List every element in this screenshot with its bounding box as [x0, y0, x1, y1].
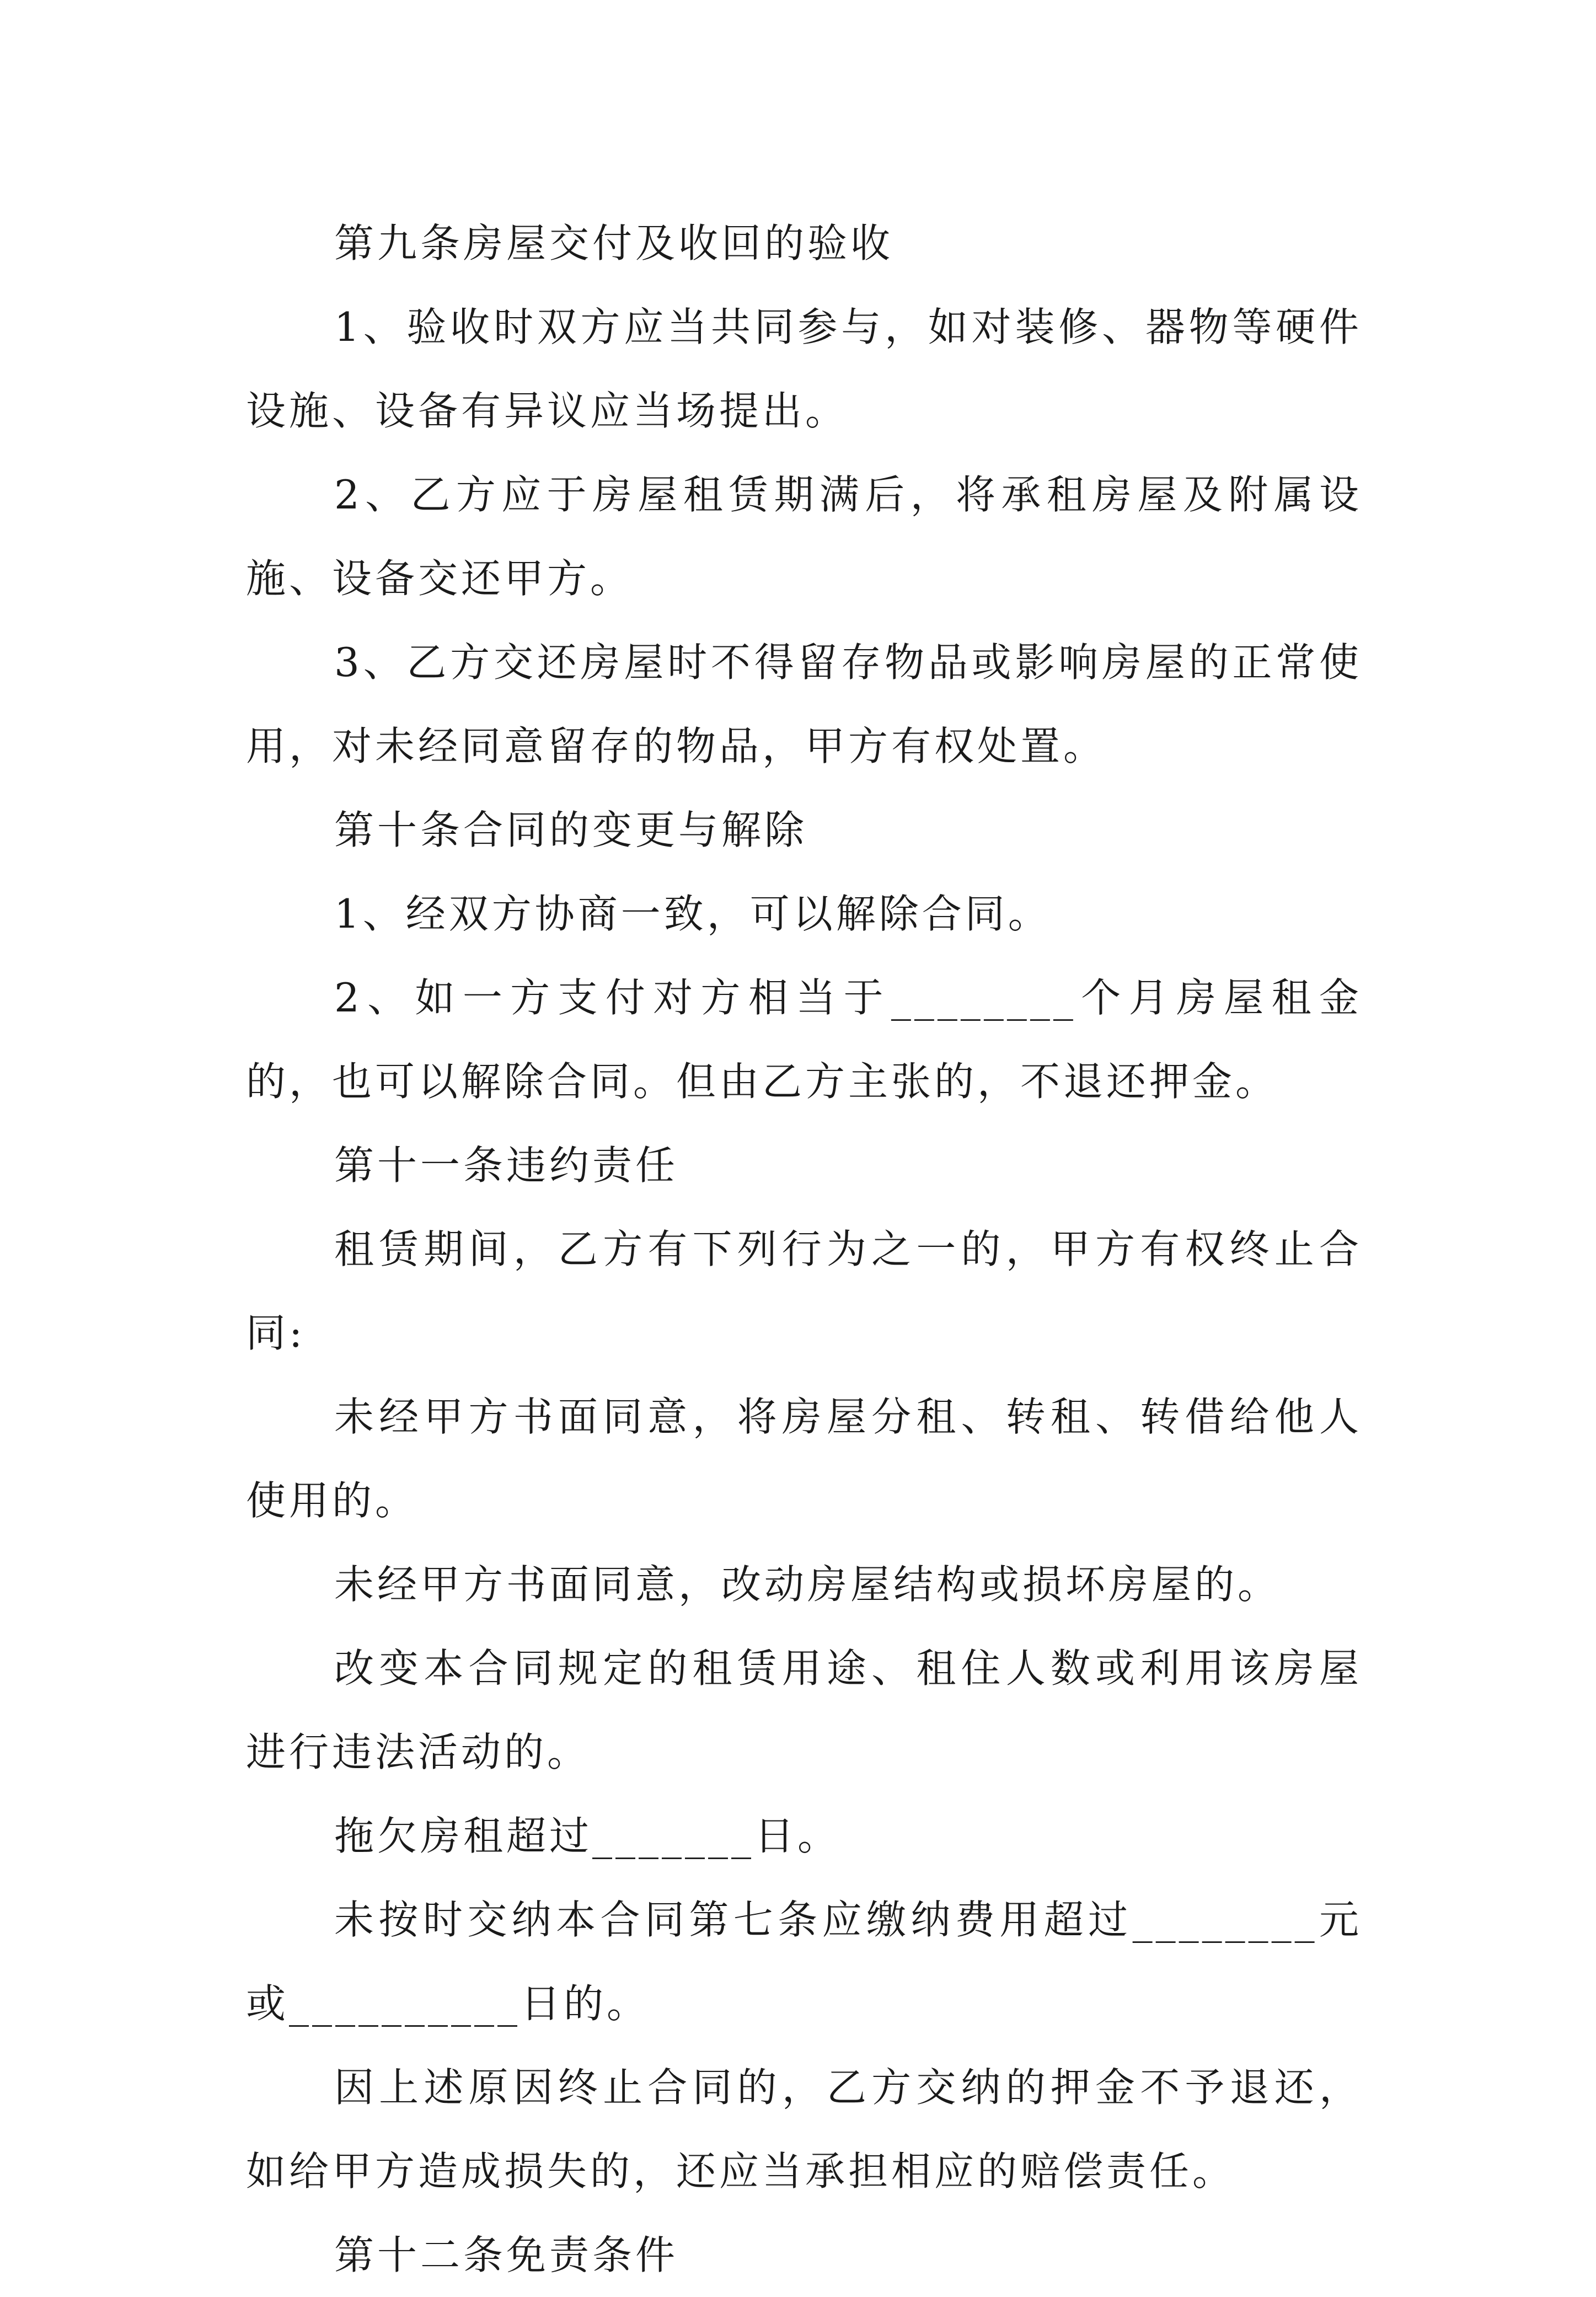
clause-9-3: 3、乙方交还房屋时不得留存物品或影响房屋的正常使用，对未经同意留存的物品，甲方有权处置。 [246, 639, 1362, 769]
section-heading-10: 第十条合同的变更与解除 [334, 807, 808, 853]
clause-11-item-1: 未经甲方书面同意，将房屋分租、转租、转借给他人使用的。 [246, 1394, 1362, 1524]
clause-11-item-3: 改变本合同规定的租赁用途、租住人数或利用该房屋进行违法活动的。 [246, 1645, 1362, 1775]
section-heading-9: 第九条房屋交付及收回的验收 [334, 220, 894, 266]
clause-11-item-2: 未经甲方书面同意，改动房屋结构或损坏房屋的。 [334, 1561, 1281, 1608]
clause-9-1: 1、验收时双方应当共同参与，如对装修、器物等硬件设施、设备有异议应当场提出。 [246, 304, 1362, 434]
clause-11-item-4: 拖欠房租超过_______日。 [334, 1813, 841, 1859]
clause-10-2: 2、如一方支付对方相当于________个月房屋租金的，也可以解除合同。但由乙方主张的，不退还押金。 [246, 975, 1362, 1105]
document-body [246, 201, 1362, 2297]
clause-11-consequence: 因上述原因终止合同的，乙方交纳的押金不予退还，如给甲方造成损失的，还应当承担相应的赔偿责任。 [246, 2064, 1362, 2194]
section-heading-11: 第十一条违约责任 [334, 1142, 679, 1188]
clause-10-1: 1、经双方协商一致，可以解除合同。 [334, 891, 1051, 937]
section-heading-12: 第十二条免责条件 [334, 2232, 679, 2278]
clause-9-2: 2、乙方应于房屋租赁期满后，将承租房屋及附属设施、设备交还甲方。 [246, 472, 1362, 602]
clause-11-item-5: 未按时交纳本合同第七条应缴纳费用超过________元或__________日的。 [246, 1897, 1362, 2027]
clause-11-intro: 租赁期间，乙方有下列行为之一的，甲方有权终止合同: [246, 1226, 1362, 1356]
